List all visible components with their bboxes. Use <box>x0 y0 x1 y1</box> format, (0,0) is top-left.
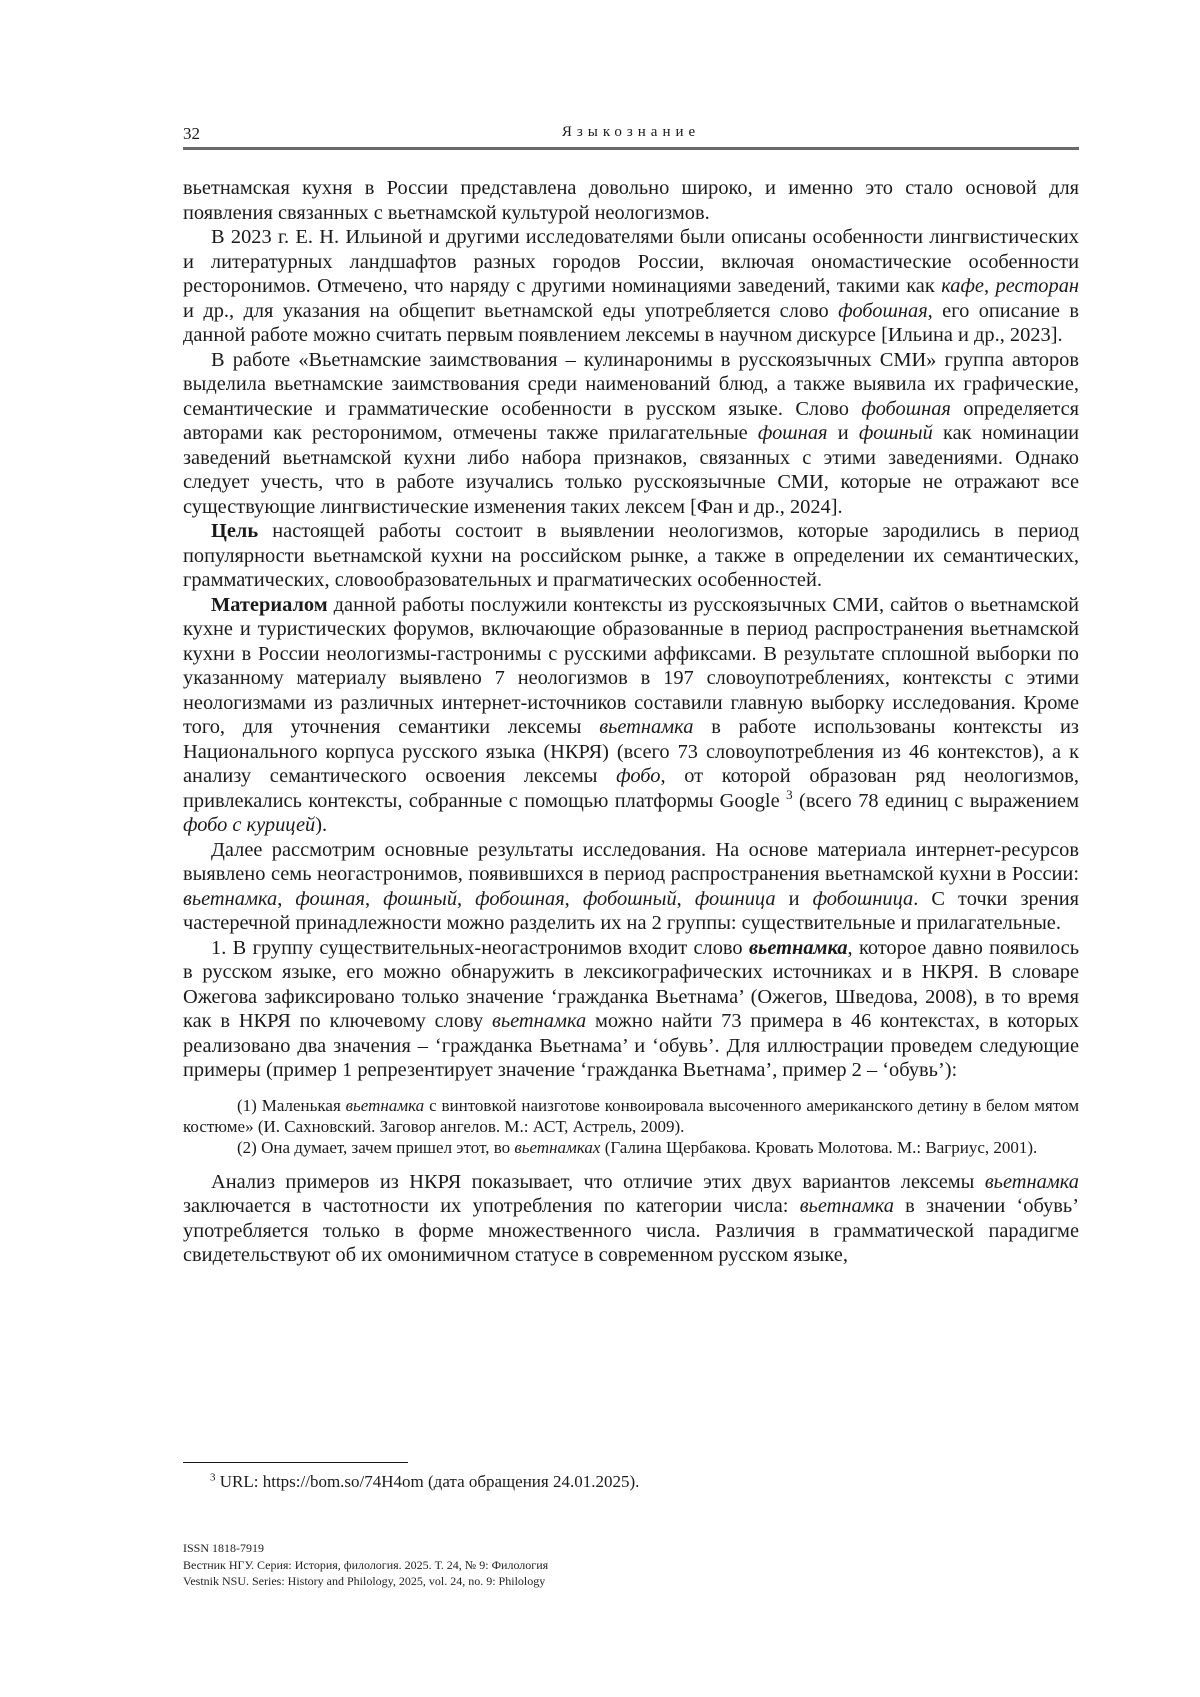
emphasized-term: кафе <box>941 275 984 297</box>
emphasized-term: фобошный <box>582 887 677 910</box>
emphasized-term: вьетнамка <box>492 1010 587 1032</box>
emphasized-term: вьетнамках <box>514 1137 601 1157</box>
emphasized-term: фобошная <box>861 397 951 420</box>
text-run: можно найти 73 примера в 46 контекстах, в которых реализовано два значения – ‘гражданка Вьетнама’ и ‘обувь’. Для иллюстрации проведем следующие примеры (пример 1 репрезентирует значение ‘гражданка Вьетнама’, пример 2 – ‘обувь’): <box>183 1010 1079 1081</box>
text-run: (2) Она думает, зачем пришел этот, во <box>237 1137 515 1157</box>
text-run: , его описание в данной работе можно считать первым появлением лексемы в научном дискурсе [Ильина и др., 2023]. <box>183 299 1079 346</box>
emphasized-term: фошница <box>694 887 776 910</box>
paragraph <box>183 176 1079 225</box>
text-run: , <box>564 887 583 910</box>
paragraph <box>183 1170 1079 1268</box>
text-run: вьетнамская кухня в России представлена довольно широко, и именно это стало основой для появления связанных с вьетнамской культурой неологизмов. <box>183 177 1079 224</box>
paragraph <box>183 838 1079 936</box>
page-header <box>183 124 1079 146</box>
text-run: с винтовкой наизготове конвоировала высоченного американского детину в белом мятом костюме» (И. Сахновский. Заговор ангелов. М.: АСТ, Астрель, 2009). <box>183 1095 1079 1136</box>
text-run: (всего 78 единиц с выражением <box>792 789 1079 812</box>
emphasized-term: ресторан <box>995 275 1080 297</box>
paragraph <box>183 225 1079 348</box>
text-run: данной работы послужили контексты из русскоязычных СМИ, сайтов о вьетнамской кухне и туристических форумов, включающие образованные в период распространения вьетнамской кухни в России неологизмы-гастронимы с русскими аффиксами. В результате сплошной выборки по указанному материалу выявлено 7 неологизмов в 197 словоупотреблениях, контексты с этими неологизмами из различных интернет-источников составили главную выборку исследования. Кроме того, для уточнения семантики лексемы <box>183 593 1079 738</box>
text-run: и <box>827 422 859 444</box>
paragraph <box>183 348 1079 520</box>
paragraph <box>183 936 1079 1083</box>
emphasized-term: вьетнамка <box>183 887 278 910</box>
journal-issn: ISSN 1818-7919 <box>183 1541 265 1555</box>
body-paragraphs <box>183 176 1079 1083</box>
emphasized-term: фошная <box>757 422 828 444</box>
text-run: В 2023 г. Е. Н. Ильиной и другими исследователями были описаны особенности лингвистических и литературных ландшафтов разных городов России, включая ономастические особенности ресторонимов. Отмечено, что наряду с другими номинациями заведений, такими как <box>183 226 1079 297</box>
emphasized-term: вьетнамка <box>599 716 694 738</box>
text-run: в работе использованы контексты из Национального корпуса русского языка (НКРЯ) (всего 73 словоупотребления из 46 контекстов), а к анализу семантического освоения лексемы <box>183 716 1079 787</box>
text-run: ). <box>315 814 328 836</box>
emphasized-term: фобо <box>616 765 661 787</box>
text-run: и <box>775 887 813 910</box>
footnote-reference: 3 <box>786 786 793 802</box>
journal-info <box>183 1540 548 1590</box>
emphasized-term: фобошная <box>475 887 565 910</box>
text-run: , <box>676 887 695 910</box>
text-run: , <box>364 887 384 910</box>
text-run: (Галина Щербакова. Кровать Молотова. М.: Вагриус, 2001). <box>600 1137 1038 1157</box>
emphasized-term: фошный <box>858 422 933 444</box>
journal-citation-en: Vestnik NSU. Series: History and Philology, 2025, vol. 24, no. 9: Philology <box>183 1574 546 1588</box>
emphasized-term: вьетнамка <box>799 1195 894 1217</box>
emphasized-term: Материалом <box>211 593 328 616</box>
example-2 <box>183 1137 1079 1158</box>
emphasized-term: вьетнамка <box>984 1170 1079 1193</box>
example-1 <box>183 1095 1079 1137</box>
paragraph <box>183 519 1079 593</box>
text-run: (1) Маленькая <box>237 1095 346 1115</box>
text-run: и др., для указания на общепит вьетнамской еды употребляется слово <box>183 299 839 322</box>
text-run: , от которой образован ряд неологизмов, привлекались контексты, собранные с помощью платформы Google <box>183 765 1080 812</box>
emphasized-term: Цель <box>211 520 259 542</box>
text-run: как номинации заведений вьетнамской кухни либо набора признаков, связанных с этими заведениями. Однако следует учесть, что в работе изучались только русскоязычные СМИ, которые не отражают все существующие лингвистические изменения таких лексем [Фан и др., 2024]. <box>183 422 1080 518</box>
emphasized-term: фобо с курицей <box>183 814 316 836</box>
footnote-rule <box>183 1462 408 1463</box>
journal-citation-ru: Вестник НГУ. Серия: История, филология. 2025. Т. 24, № 9: Филология <box>183 1557 549 1572</box>
text-run: , <box>457 887 476 910</box>
emphasized-term: фобошная <box>838 299 928 322</box>
running-title: Языкознание <box>561 124 701 140</box>
text-run: определяется авторами как ресторонимом, отмечены также прилагательные <box>183 397 1079 444</box>
emphasized-term: фобошница <box>812 887 914 910</box>
text-run: , <box>983 275 996 297</box>
paragraph <box>183 593 1079 838</box>
footnote-text: URL: https://bom.so/74H4om (дата обращения 24.01.2025). <box>219 1472 640 1491</box>
header-rule <box>183 147 1079 150</box>
footnote-marker: 3 <box>210 1471 216 1484</box>
article-body <box>183 176 1079 1268</box>
text-run: настоящей работы состоит в выявлении неологизмов, которые зародились в период популярности вьетнамской кухни на российском рынке, а также в определении их семантических, грамматических, словообразовательных и прагматических особенностей. <box>183 520 1079 591</box>
text-run: . С точки зрения частеречной принадлежности можно разделить их на 2 группы: существительные и прилагательные. <box>183 887 1079 934</box>
emphasized-term: фошный <box>383 887 458 910</box>
text-run: 1. В группу существительных-неогастронимов входит слово <box>211 936 749 959</box>
emphasized-term: вьетнамка <box>345 1095 425 1115</box>
text-run: , <box>277 887 296 910</box>
page-number: 32 <box>183 124 200 143</box>
text-run: , которое давно появилось в русском языке, его можно обнаружить в лексикографических источниках и в НКРЯ. В словаре Ожегова зафиксировано только значение ‘гражданка Вьетнама’ (Ожегов, Шведова, 2008), в то время как в НКРЯ по ключевому слову <box>183 936 1080 1032</box>
text-run: заключается в частотности их употребления по категории числа: <box>183 1195 800 1217</box>
text-run: Далее рассмотрим основные результаты исследования. На основе материала интернет-ресурсов выявлено семь неогастронимов, появившихся в период распространения вьетнамской кухни в России: <box>183 838 1079 885</box>
emphasized-term: фошная <box>295 887 365 910</box>
text-run: в значении ‘обувь’ употребляется только в форме множественного числа. Различия в грамматической парадигме свидетельствуют об их омонимичном статусе в современном русском языке, <box>183 1195 1079 1266</box>
text-run: В работе «Вьетнамские заимствования – кулинаронимы в русскоязычных СМИ» группа авторов выделила вьетнамские заимствования среди наименований блюд, а также выявила их графические, семантические и грамматические особенности в русском языке. Слово <box>183 348 1079 420</box>
text-run: Анализ примеров из НКРЯ показывает, что отличие этих двух вариантов лексемы <box>211 1170 985 1193</box>
footnote <box>210 1472 639 1492</box>
examples-block <box>183 1095 1079 1158</box>
body-paragraphs-continued <box>183 1170 1079 1268</box>
emphasized-term: вьетнамка <box>748 936 848 959</box>
